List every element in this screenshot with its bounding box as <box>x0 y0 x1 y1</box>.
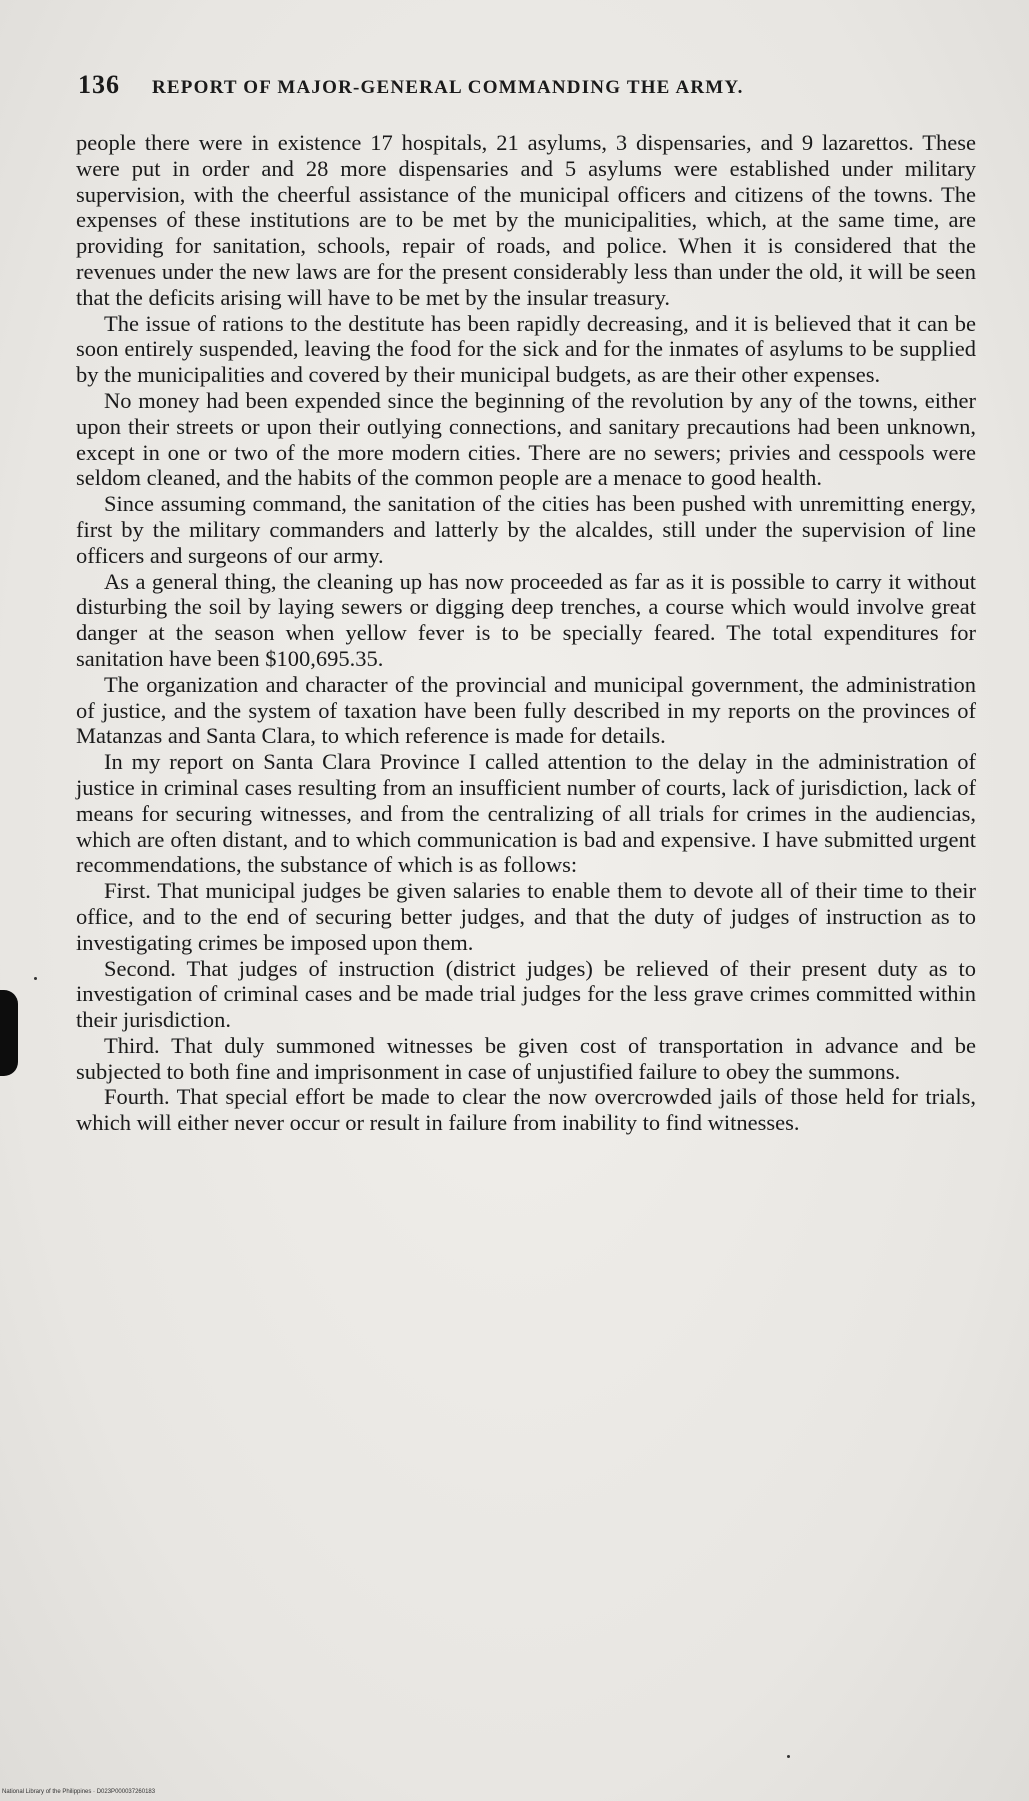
paragraph-continued: people there were in existence 17 hospitals, 21 asylums, 3 dispensaries, and 9 lazarettos. These were put in order and 28 more dispensaries and 5 asylums were established under military supervision, with the cheerful assistance of the municipal officers and citizens of the towns. The expenses of these institutions are to be met by the municipalities, which, at the same time, are providing for sanitation, schools, repair of roads, and police. When it is considered that the revenues under the new laws are for the present considerably less than under the old, it will be seen that the deficits arising will have to be met by the insular treasury. <box>76 130 976 310</box>
paragraph-santa-clara-report: In my report on Santa Clara Province I called attention to the delay in the administration of justice in criminal cases resulting from an insufficient number of courts, lack of jurisdiction, lack of means for securing witnesses, and from the centralizing of all trials for crimes in the audiencias, which are often distant, and to which communication is bad and expensive. I have submitted urgent recommendations, the substance of which is as follows: <box>76 749 976 878</box>
paragraph-rations: The issue of rations to the destitute has been rapidly decreasing, and it is believed that it can be soon entirely suspended, leaving the food for the sick and for the inmates of asylums to be supplied by the municipalities and covered by their municipal budgets, as are their other expenses. <box>76 310 976 388</box>
paragraph-organization: The organization and character of the provincial and municipal government, the administration of justice, and the system of taxation have been fully described in my reports on the provinces of Matanzas and Santa Clara, to which reference is made for details. <box>76 671 976 749</box>
body-text <box>76 130 976 1136</box>
scan-credit: National Library of the Philippines · D023P000037260183 <box>2 1789 156 1795</box>
paragraph-sanitation: Since assuming command, the sanitation of the cities has been pushed with unremitting energy, first by the military commanders and latterly by the alcaldes, still under the supervision of line officers and surgeons of our army. <box>76 491 976 568</box>
paragraph-third-recommendation: Third. That duly summoned witnesses be given cost of transportation in advance and be subjected to both fine and imprisonment in case of unjustified failure to obey the summons. <box>76 1032 976 1084</box>
scan-speck <box>34 977 37 980</box>
page-number: 136 <box>78 70 120 99</box>
paragraph-first-recommendation: First. That municipal judges be given salaries to enable them to devote all of their time to their office, and to the end of securing better judges, and that the duty of judges of instruction as to investigating crimes be imposed upon them. <box>76 878 976 955</box>
scan-bleed-mark <box>0 990 18 1076</box>
paragraph-no-money: No money had been expended since the beginning of the revolution by any of the towns, either upon their streets or upon their outlying connections, and sanitary precautions had been unknown, except in one or two of the more modern cities. There are no sewers; privies and cesspools were seldom cleaned, and the habits of the common people are a menace to good health. <box>76 387 976 491</box>
paragraph-fourth-recommendation: Fourth. That special effort be made to clear the now overcrowded jails of those held for trials, which will either never occur or result in failure from inability to find witnesses. <box>76 1084 976 1136</box>
scan-speck <box>787 1755 790 1758</box>
page-header <box>78 70 938 110</box>
running-head: REPORT OF MAJOR-GENERAL COMMANDING THE ARMY. <box>152 77 744 98</box>
paragraph-second-recommendation: Second. That judges of instruction (district judges) be relieved of their present duty as to investigation of criminal cases and be made trial judges for the less grave crimes committed within their jurisdiction. <box>76 955 976 1033</box>
paragraph-cleaning: As a general thing, the cleaning up has now proceeded as far as it is possible to carry it without disturbing the soil by laying sewers or digging deep trenches, a course which would involve great danger at the season when yellow fever is to be specially feared. The total expenditures for sanitation have been $100,695.35. <box>76 568 976 671</box>
